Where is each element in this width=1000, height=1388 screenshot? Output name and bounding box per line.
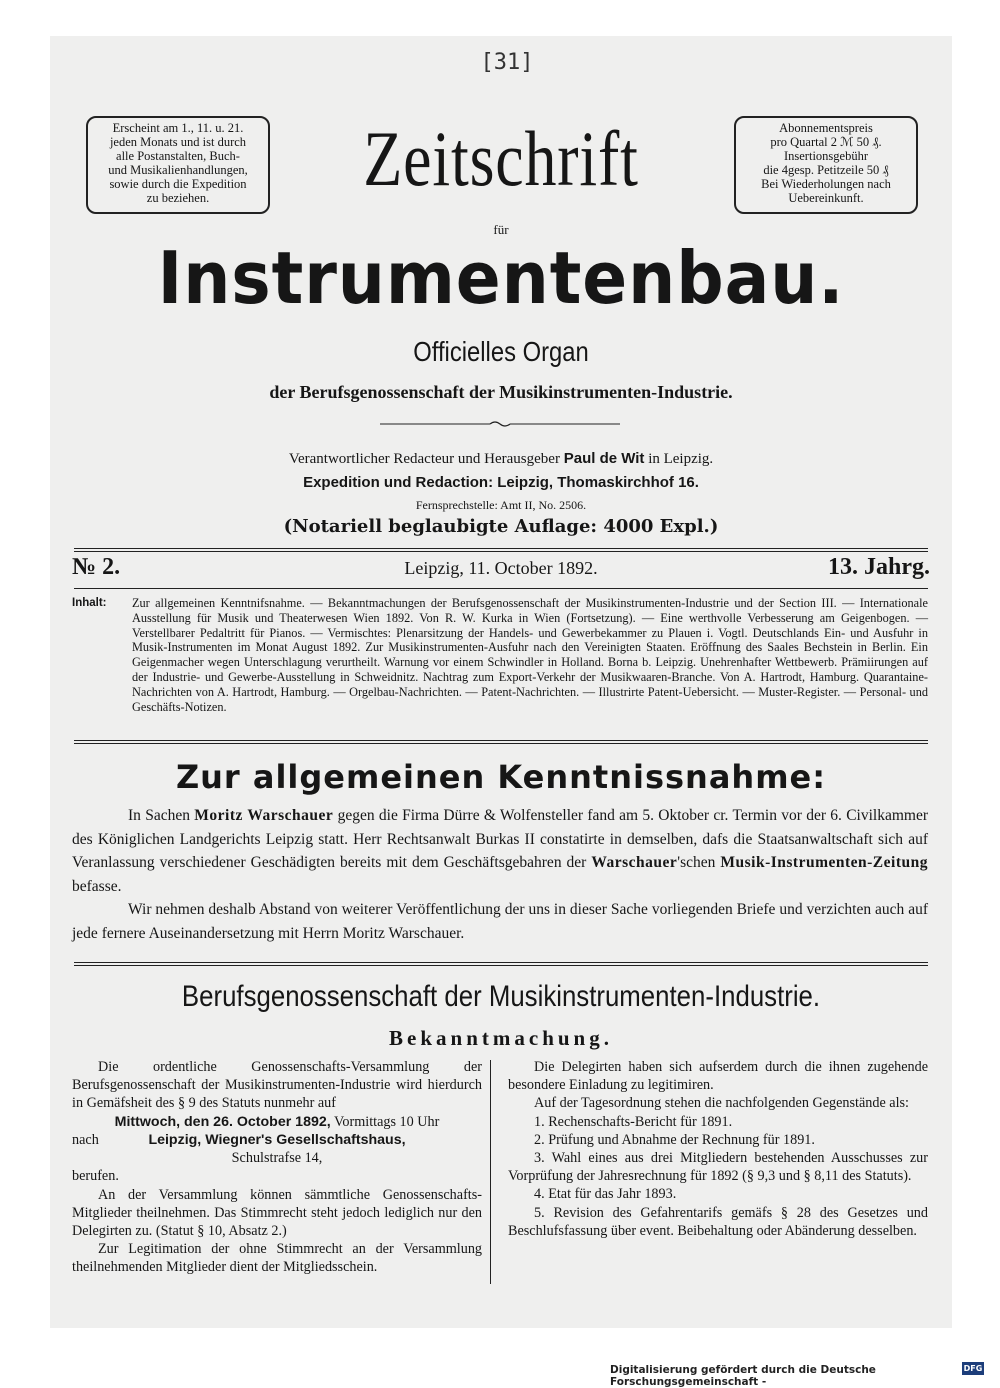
announcement-right-column [508, 1058, 928, 1240]
announcement-subheading: Bekanntmachung. [389, 1026, 613, 1050]
digitization-credit: Digitalisierung gefördert durch die Deutsche Forschungsgemeinschaft - [610, 1364, 876, 1388]
announcement-left-column [72, 1058, 482, 1277]
meeting-berufen: berufen. [72, 1168, 119, 1185]
issue-rule-top [74, 548, 928, 552]
masthead-subtitle-2: der Berufsgenossenschaft der Musikinstrumenten-Industrie. [269, 382, 733, 402]
masthead-title-top: Zeitschrift [363, 115, 639, 202]
agenda-item: 5. Revision des Gefahrentarifs gemäfs § 28 des Gesetzes und Beschlufsfassung über event. Beibehaltung oder Abänderung desselben. [508, 1204, 928, 1239]
contents-text: Zur allgemeinen Kenntnifsnahme. — Bekanntmachungen der Berufsgenossenschaft der Musikinstrumenten-Industrie und der Section III. — Internationale Ausstellung für Musik und Theaterwesen Wien 1892. Von R. W. Kurka in Wien (Fortsetzung). — Eine werthvolle Verbesserung am Geigenbogen. — Verstellbarer Pedaltritt für Pianos. — Vermischtes: Plenarsitzung der Handels- und Gewerbekammer zu Plauen i. Vogtl. Deutschlands Ein- und Ausfuhr in Musik-Instrumenten im Monat August 1892. Zur Musikinstrumenten-Ausfuhr nach den Vereinigten Staaten. Eröffnung des Saales Bechstein in Berlin. Ein Geigenmacher wegen Unterschlagung verurtheilt. Warnung vor einem Schwindler in Holland. Borna b. Leipzig. Unehrenhafter Wettbewerb. Prämiirungen auf der Industrie- und Gewerbe-Ausstellung in Schweidnitz. Nachtrag zum Export-Verkehr der Musikwaaren-Branche. Von A. Hartrodt, Hamburg. Quarantaine-Nachrichten von A. Hartrodt, Hamburg. — Orgelbau-Nachrichten. — Patent-Nachrichten. — Illustrirte Patent-Uebersicht. — Muster-Register. — Personal- und Geschäfts-Notizen. [132, 596, 928, 714]
agenda-item: 1. Rechenschafts-Bericht für 1891. [534, 1113, 733, 1130]
announcement-heading: Berufsgenossenschaft der Musikinstrumenten-Industrie. [181, 980, 821, 1013]
meeting-nach: nach [72, 1131, 99, 1148]
announcement-paragraph: Die Delegirten haben sich aufserdem durch die ihnen zugehende besondere Einladung zu legitimiren. [508, 1059, 928, 1094]
ornament-divider [380, 420, 620, 428]
section-rule-2 [74, 962, 928, 966]
announcement-paragraph: An der Versammlung können sämmtliche Genossenschafts-Mitglieder theilnehmen. Das Stimmrecht steht jedoch lediglich nur den Delegirten zu. (Statut § 10, Absatz 2.) [72, 1186, 482, 1240]
issue-year: 13. Jahrg. [828, 554, 930, 580]
editor-line: Verantwortlicher Redacteur und Herausgeber Paul de Wit in Leipzig. [288, 450, 714, 467]
meeting-date: Mittwoch, den 26. October 1892, Vormittags 10 Uhr [114, 1113, 440, 1130]
notice-body [72, 804, 928, 945]
agenda-item: 3. Wahl eines aus drei Mitgliedern bestehenden Ausschusses zur Vorprüfung der Jahresrechnung für 1892 (§ 9,3 und § 8,11 des Statuts). [508, 1150, 928, 1185]
notice-heading: Zur allgemeinen Kenntnissnahme: [175, 758, 827, 796]
masthead-subtitle: Officielles Organ [413, 336, 589, 367]
contents-label: Inhalt: [72, 597, 107, 609]
phone-line: Fernsprechstelle: Amt II, No. 2506. [415, 498, 587, 512]
editor-name: Paul de Wit [563, 450, 645, 467]
meeting-street: Schulstrafse 14, [231, 1150, 323, 1167]
section-rule-1 [74, 740, 928, 744]
newspaper-page [50, 36, 952, 1328]
agenda-item: 2. Prüfung und Abnahme der Rechnung für 1891. [534, 1131, 815, 1148]
issue-number: № 2. [72, 554, 121, 580]
masthead-title-main: Instrumentenbau. [157, 236, 845, 320]
issue-date: Leipzig, 11. October 1892. [404, 558, 598, 578]
subscription-price-box: Abonnementspreis pro Quartal 2 ℳ 50 ₰. Insertionsgebühr die 4gesp. Petitzeile 50 ₰ Bei Wiederholungen nach Uebereinkunft. [734, 116, 918, 214]
publication-info-box: Erscheint am 1., 11. u. 21. jeden Monats und ist durch alle Postanstalten, Buch- und Musikalienhandlungen, sowie durch die Expedition zu beziehen. [86, 116, 270, 214]
notice-paragraph-1: In Sachen Moritz Warschauer gegen die Firma Dürre & Wolfensteller fand am 5. Oktober cr. Termin vor der 6. Civilkammer des Königlichen Landgerichts Leipzig statt. Herr Rechtsanwalt Burkas II constatirte in demselben, dafs die Staatsanwaltschaft sich auf Veranlassung verschiedener Geschädigten bereits mit dem Geschäftsgebahren der Warschauer'schen Musik-Instrumenten-Zeitung befasse. [72, 807, 929, 895]
announcement-paragraph: Auf der Tagesordnung stehen die nachfolgenden Gegenstände als: [534, 1095, 909, 1112]
notice-paragraph-2: Wir nehmen deshalb Abstand von weiterer Veröffentlichung der uns in dieser Sache vorliegenden Briefe und verzichten auch auf jede fernere Auseinandersetzung mit Herrn Moritz Warschauer. [72, 901, 928, 942]
expedition-line: Expedition und Redaction: Leipzig, Thomaskirchhof 16. [303, 474, 699, 491]
masthead-fuer: für [493, 222, 509, 237]
agenda-item: 4. Etat für das Jahr 1893. [534, 1186, 677, 1203]
archive-mark: [31] [480, 50, 534, 75]
dfg-logo: DFG [963, 1364, 983, 1373]
circulation-line: (Notariell beglaubigte Auflage: 4000 Expl.) [283, 516, 719, 537]
meeting-place: Leipzig, Wiegner's Gesellschaftshaus, [148, 1132, 406, 1149]
column-separator [490, 1060, 491, 1284]
issue-rule-bottom [74, 588, 928, 589]
announcement-paragraph: Zur Legitimation der ohne Stimmrecht an der Versammlung theilnehmenden Mitglieder dient der Mitgliedsschein. [72, 1241, 482, 1276]
announcement-paragraph: Die ordentliche Genossenschafts-Versammlung der Berufsgenossenschaft der Musikinstrumenten-Industrie wird hierdurch in Gemäfsheit des § 9 des Statuts nunmehr auf [72, 1059, 482, 1112]
